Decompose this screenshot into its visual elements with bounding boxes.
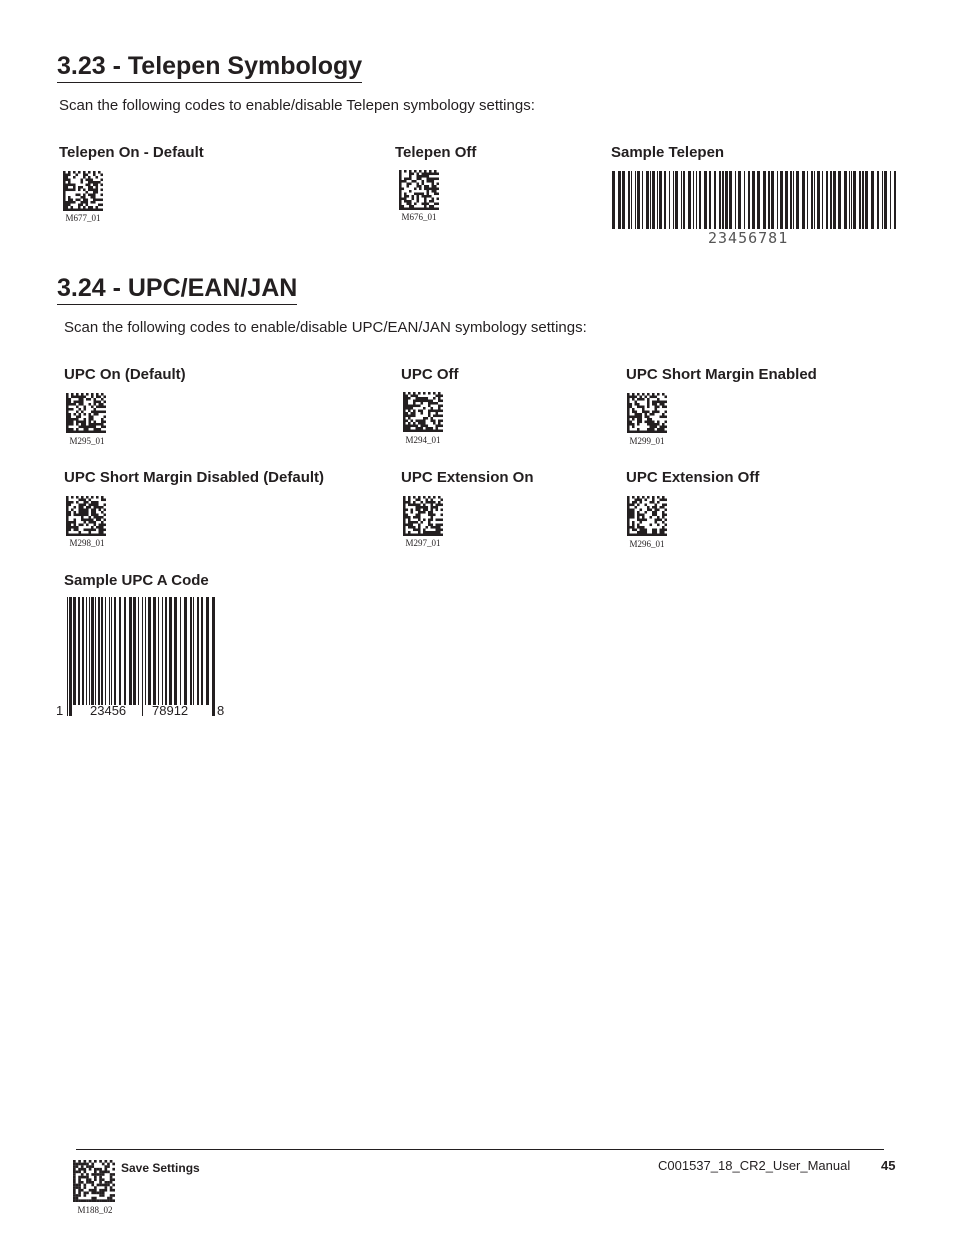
code-id-upc-short-margin-disabled: M298_01 xyxy=(69,538,105,548)
label-upc-off: UPC Off xyxy=(401,366,459,383)
datamatrix-upc-short-margin-disabled xyxy=(66,496,106,536)
upc-digits-left: 23456 xyxy=(90,703,127,718)
barcode-sample-telepen xyxy=(611,171,897,229)
datamatrix-save-settings xyxy=(73,1160,115,1202)
footer-save-settings-label: Save Settings xyxy=(121,1161,200,1175)
datamatrix-upc-extension-on xyxy=(403,496,443,536)
label-sample-telepen: Sample Telepen xyxy=(611,144,725,161)
footer-divider xyxy=(76,1149,884,1150)
code-id-upc-extension-on: M297_01 xyxy=(405,538,441,548)
label-upc-short-margin-disabled: UPC Short Margin Disabled (Default) xyxy=(64,469,325,486)
label-upc-extension-off: UPC Extension Off xyxy=(626,469,760,486)
datamatrix-telepen-on xyxy=(63,171,103,211)
section-intro-telepen: Scan the following codes to enable/disable Telepen symbology settings: xyxy=(59,97,535,114)
code-id-upc-off: M294_01 xyxy=(405,435,441,445)
code-id-upc-short-margin-enabled: M299_01 xyxy=(629,436,665,446)
footer-doc-id: C001537_18_CR2_User_Manual xyxy=(658,1158,851,1173)
upc-digits-right: 78912 xyxy=(152,703,189,718)
code-id-telepen-off: M676_01 xyxy=(401,212,437,222)
datamatrix-upc-on xyxy=(66,393,106,433)
code-id-save-settings: M188_02 xyxy=(77,1205,113,1215)
barcode-text-telepen: 23456781 xyxy=(708,229,789,247)
label-sample-upc-a: Sample UPC A Code xyxy=(64,572,209,589)
label-upc-short-margin-enabled: UPC Short Margin Enabled xyxy=(626,366,817,383)
code-id-telepen-on: M677_01 xyxy=(65,213,101,223)
code-id-upc-extension-off: M296_01 xyxy=(629,539,665,549)
upc-digit-check: 8 xyxy=(217,703,225,718)
section-title-telepen: 3.23 - Telepen Symbology xyxy=(57,51,362,83)
datamatrix-telepen-off xyxy=(399,170,439,210)
section-intro-upc: Scan the following codes to enable/disable UPC/EAN/JAN symbology settings: xyxy=(64,319,587,336)
datamatrix-upc-extension-off xyxy=(627,496,667,536)
datamatrix-upc-short-margin-enabled xyxy=(627,393,667,433)
label-upc-on: UPC On (Default) xyxy=(64,366,186,383)
footer-page-number: 45 xyxy=(881,1158,896,1173)
datamatrix-upc-off xyxy=(403,392,443,432)
label-upc-extension-on: UPC Extension On xyxy=(401,469,534,486)
label-telepen-off: Telepen Off xyxy=(395,144,477,161)
barcode-sample-upc-a xyxy=(66,597,216,716)
section-title-upc: 3.24 - UPC/EAN/JAN xyxy=(57,273,297,305)
label-telepen-on: Telepen On - Default xyxy=(59,144,204,161)
upc-digit-system: 1 xyxy=(56,703,64,718)
code-id-upc-on: M295_01 xyxy=(69,436,105,446)
